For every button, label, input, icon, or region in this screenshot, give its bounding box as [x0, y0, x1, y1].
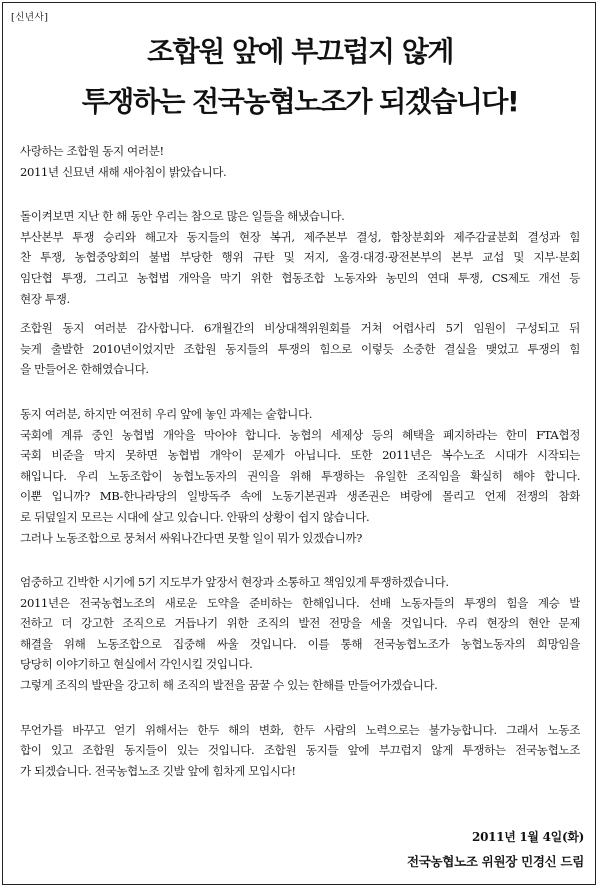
text-line: 임단협 투쟁, 그리고 농협법 개악을 막기 위한 협동조합 노동자와 농민의 연대 투쟁, CS제도 개선 등	[20, 270, 580, 285]
text-line: 늦게 출발한 2010년이었지만 조합원 동지들의 투쟁의 힘으로 이렇듯 소중한 결실을 맺었고 투쟁의 힘	[20, 341, 580, 356]
text-line: 그러나 노동조합으로 뭉쳐서 싸워나간다면 못할 일이 뭐가 있겠습니까?	[20, 530, 363, 545]
text-line: 국회 비준을 막지 못하면 농협법 개악이 문제가 아닙니다. 또한 2011년은 복수노조 시대가 시작되는	[20, 448, 580, 463]
text-line: 로 뒤덮일지 모르는 시대에 살고 있습니다. 안팎의 상황이 쉽지 않습니다.	[20, 509, 370, 524]
title-line-2: 투쟁하는 전국농협노조가 되겠습니다!	[81, 85, 519, 118]
text-line: 부산본부 투쟁 승리와 해고자 동지들의 현장 복귀, 제주본부 결성, 함창분회와 제주감귤분회 결성과 힘	[20, 229, 580, 244]
paragraph	[20, 318, 580, 380]
text-line: 해결을 위해 노동조합으로 집중해 싸울 것입니다. 이를 통해 전국농협노조가 농협노동자의 희망임을	[20, 636, 580, 651]
text-line: 당당히 이야기하고 현실에서 각인시킬 것입니다.	[20, 657, 253, 672]
text-line: 2011년은 전국농협노조의 새로운 도약을 준비하는 한해입니다. 선배 노동자들의 투쟁의 힘을 계승 발	[20, 595, 580, 610]
text-line: 조합원 동지 여러분 감사합니다. 6개월간의 비상대책위원회를 거쳐 어렵사리 5기 임원이 구성되고 뒤	[20, 321, 580, 336]
text-line: 2011년 신묘년 새해 새아침이 밝았습니다.	[20, 164, 227, 179]
text-line: 엄중하고 긴박한 시기에 5기 지도부가 앞장서 현장과 소통하고 책임있게 투쟁하겠습니다.	[20, 575, 449, 590]
section-tag: [신년사]	[11, 12, 49, 23]
text-line: 해입니다. 우리 노동조합이 농협노동자의 권익을 위해 투쟁하는 유일한 조직임을 확실히 해야 합니다.	[20, 468, 580, 483]
text-line: 을 만들어온 한해였습니다.	[20, 362, 149, 377]
text-line: 현장 투쟁.	[20, 291, 70, 306]
text-line: 찬 투쟁, 농협중앙회의 불법 부당한 행위 규탄 및 저지, 울경·대경·광전본부의 본부 교섭 및 지부·분회	[20, 250, 580, 265]
paragraph	[20, 141, 580, 182]
text-line: 무언가를 바꾸고 얻기 위해서는 한두 해의 변화, 한두 사람의 노력으로는 불가능합니다. 그래서 노동조	[20, 722, 580, 737]
letter-body	[20, 141, 580, 790]
text-line: 국회에 계류 중인 농협법 개악을 막아야 합니다. 농협의 세제상 등의 혜택을 폐지하라는 한미 FTA협정	[20, 427, 580, 442]
text-line: 합이 있고 조합원 동지들이 있는 것입니다. 조합원 동지들 앞에 부끄럽지 않게 투쟁하는 전국농협노조	[20, 743, 580, 758]
text-line: 동지 여러분, 하지만 여전히 우리 앞에 놓인 과제는 숱합니다.	[20, 406, 313, 421]
paragraph	[20, 404, 580, 548]
letter-date: 2011년 1월 4일(화)	[472, 830, 584, 844]
letter-signature: 전국농협노조 위원장 민경신 드림	[406, 854, 584, 869]
text-line: 가 되겠습니다. 전국농협노조 깃발 앞에 힘차게 모입시다!	[20, 763, 296, 778]
title-line-1: 조합원 앞에 부끄럽지 않게	[147, 35, 453, 68]
text-line: 돌이켜보면 지난 한 해 동안 우리는 참으로 많은 일들을 해냈습니다.	[20, 209, 345, 224]
paragraph	[20, 720, 580, 782]
text-line: 전하고 더 강고한 조직으로 거듭나기 위한 조직의 발전 전망을 세울 것입니다. 우리 현장의 현안 문제	[20, 616, 580, 631]
text-line: 그렇게 조직의 발판을 강고히 해 조직의 발전을 꿈꿀 수 있는 한해를 만들어가겠습니다.	[20, 678, 438, 693]
text-line: 이뿐 입니까? MB-한나라당의 일방독주 속에 노동기본권과 생존권은 벼랑에 몰리고 언제 전쟁의 참화	[20, 489, 580, 504]
text-line: 사랑하는 조합원 동지 여러분!	[20, 144, 164, 158]
paragraph	[20, 572, 580, 696]
paragraph	[20, 206, 580, 309]
